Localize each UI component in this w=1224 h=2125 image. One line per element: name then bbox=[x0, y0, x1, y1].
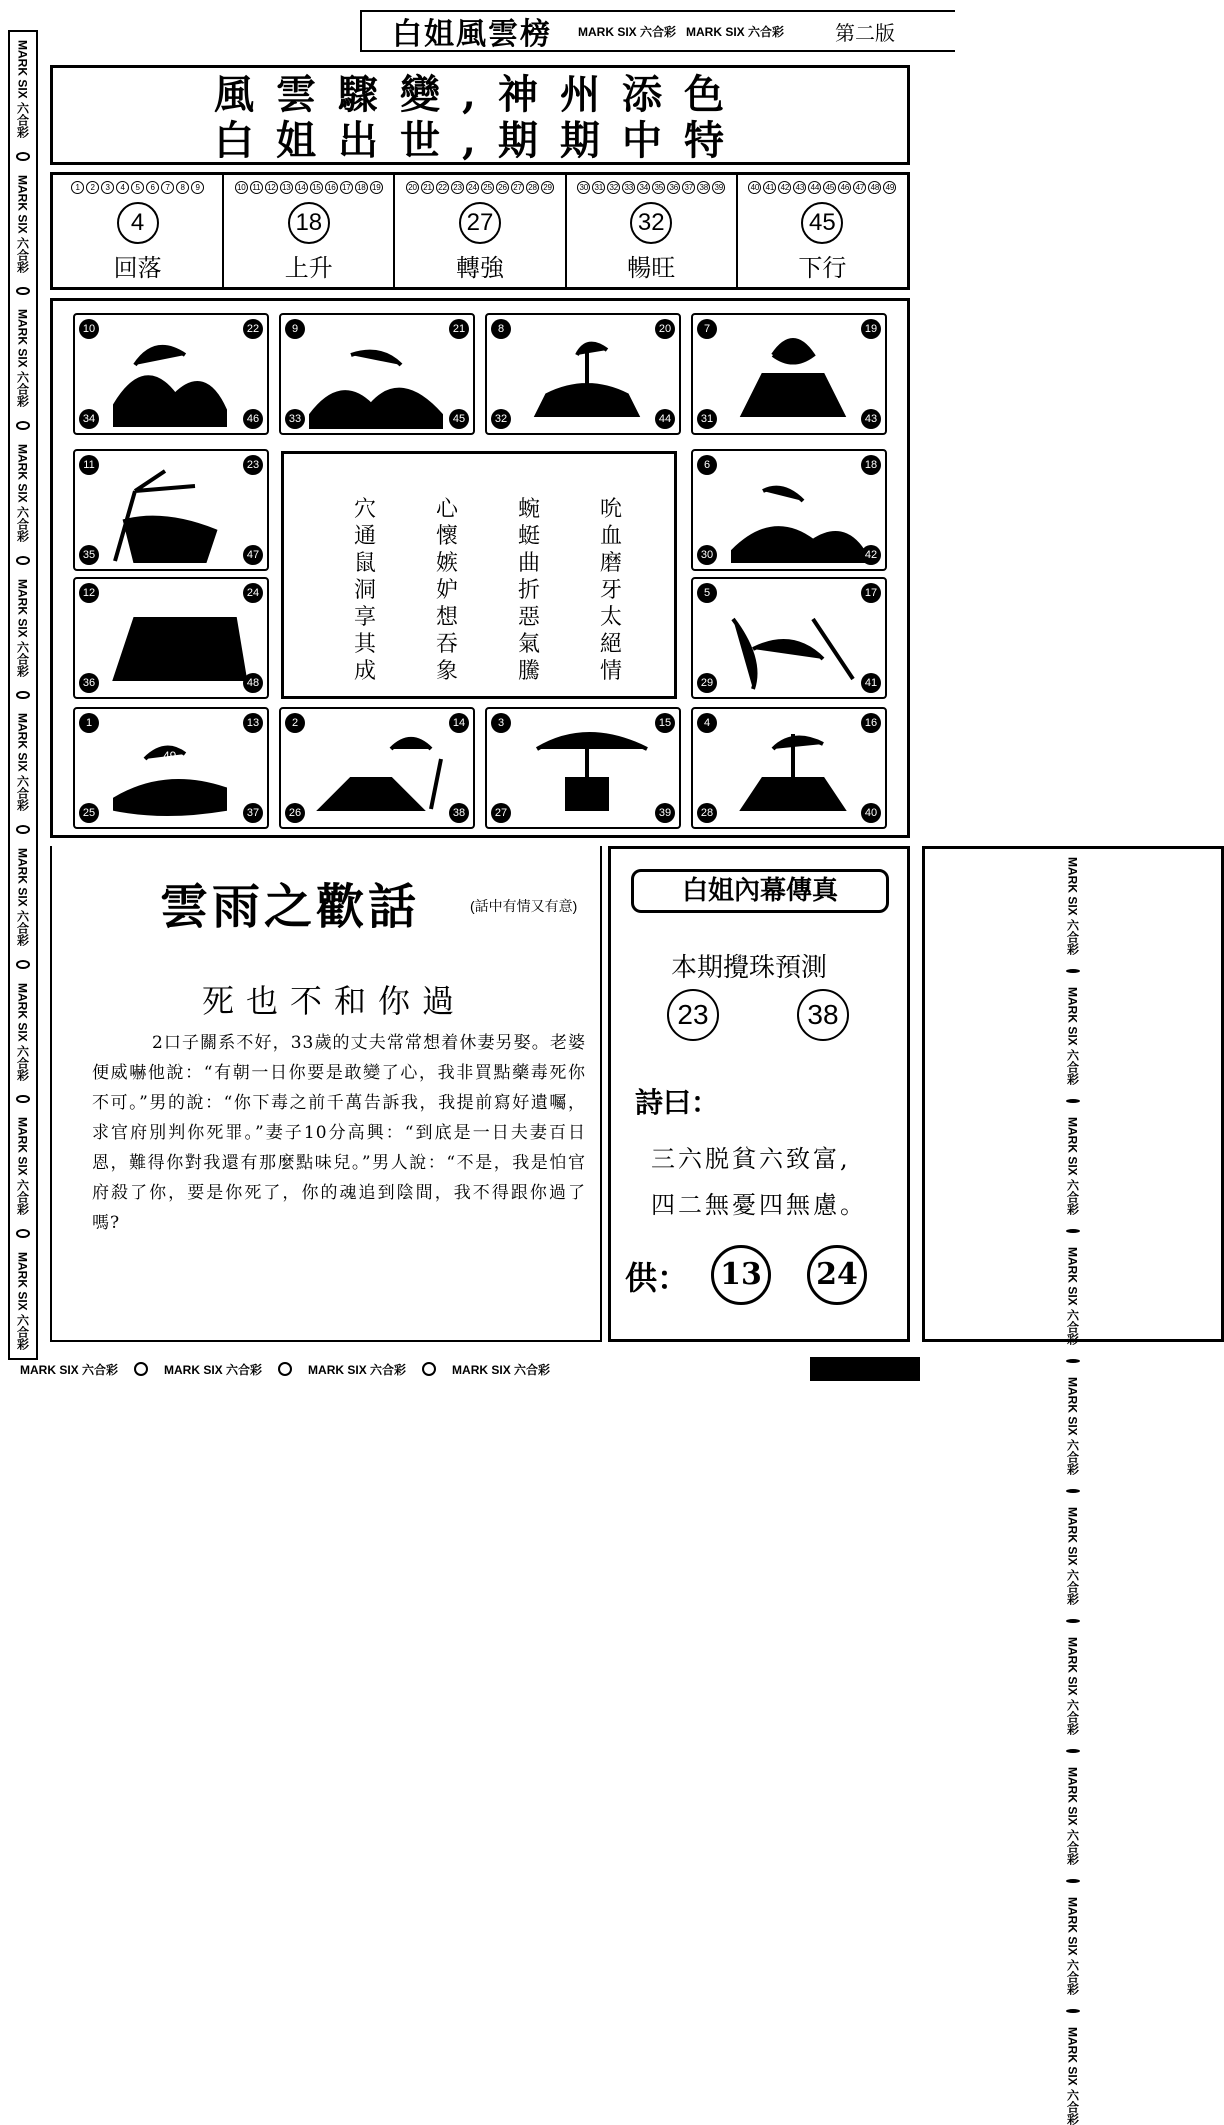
side-tag: MARK SIX 六合彩 bbox=[1065, 857, 1080, 956]
riddle-char: 妒 bbox=[435, 578, 458, 603]
riddle-char: 鼠 bbox=[353, 551, 376, 576]
range-number: 36 bbox=[667, 181, 680, 194]
range-number: 27 bbox=[511, 181, 524, 194]
picture-number: 32 bbox=[491, 409, 511, 429]
picture-frame bbox=[73, 577, 269, 699]
flower-icon bbox=[1066, 1229, 1080, 1233]
number-range-row bbox=[70, 181, 205, 194]
picture-frame bbox=[73, 313, 269, 435]
riddle-char: 曲 bbox=[517, 551, 540, 576]
flower-icon bbox=[16, 556, 30, 565]
header-mark-2: MARK SIX 六合彩 bbox=[686, 24, 785, 39]
number-column bbox=[224, 175, 395, 287]
range-number: 44 bbox=[808, 181, 821, 194]
range-number: 46 bbox=[838, 181, 851, 194]
ink-drawing bbox=[693, 315, 889, 437]
ink-drawing bbox=[75, 709, 271, 831]
picture-number: 4 bbox=[697, 713, 717, 733]
number-range-row bbox=[234, 181, 384, 194]
range-number: 16 bbox=[325, 181, 338, 194]
picture-number: 36 bbox=[79, 673, 99, 693]
range-number: 14 bbox=[295, 181, 308, 194]
picture-number: 31 bbox=[697, 409, 717, 429]
flower-icon bbox=[134, 1362, 148, 1376]
ink-drawing bbox=[75, 579, 271, 701]
riddle-char: 情 bbox=[599, 659, 622, 684]
picture-number: 30 bbox=[697, 545, 717, 565]
range-number: 31 bbox=[592, 181, 605, 194]
story-title: 雲雨之歡話 bbox=[160, 879, 421, 935]
predict-number-1: 23 bbox=[667, 989, 719, 1041]
picture-number: 8 bbox=[491, 319, 511, 339]
range-number: 18 bbox=[355, 181, 368, 194]
picture-number: 47 bbox=[243, 545, 263, 565]
range-number: 30 bbox=[577, 181, 590, 194]
inside-info-panel bbox=[608, 846, 910, 1342]
range-number: 6 bbox=[146, 181, 159, 194]
side-tag: MARK SIX 六合彩 bbox=[15, 174, 30, 273]
picture-frame bbox=[279, 313, 475, 435]
side-tag: MARK SIX 六合彩 bbox=[15, 848, 30, 947]
picture-number: 27 bbox=[491, 803, 511, 823]
picture-frame bbox=[691, 313, 887, 435]
picture-number: 39 bbox=[655, 803, 675, 823]
range-number: 22 bbox=[436, 181, 449, 194]
picture-number: 16 bbox=[861, 713, 881, 733]
side-tag: MARK SIX 六合彩 bbox=[15, 309, 30, 408]
riddle-char: 成 bbox=[353, 659, 376, 684]
side-tag: MARK SIX 六合彩 bbox=[1065, 1637, 1080, 1736]
flower-icon bbox=[1066, 1359, 1080, 1363]
riddle-char: 太 bbox=[599, 605, 622, 630]
story-body: 2口子關系不好，33歲的丈夫常常想着休妻另娶。老婆便威嚇他說：“有朝一日你要是敢變了心，我非買點藥毒死你不可。”男的說：“你下毒之前千萬告訴我，我提前寫好遺囑，求官府別判你死罪。”妻子10分高興：“到底是一日夫妻百日恩，難得你對我還有那麼點味兒。”男人說：“不是，我是怕官府殺了你，要是你死了，你的魂追到陰間，我不得跟你過了嗎? bbox=[92, 1033, 586, 1233]
ink-drawing bbox=[693, 579, 889, 701]
flower-icon bbox=[16, 421, 30, 430]
riddle-box bbox=[281, 451, 677, 699]
number-column bbox=[395, 175, 566, 287]
story-section bbox=[50, 846, 602, 1342]
slogan-line-1: 風雲驟變,神州添色 bbox=[214, 71, 746, 118]
footer-mark: MARK SIX 六合彩 bbox=[452, 1362, 551, 1377]
predict-number-2: 38 bbox=[797, 989, 849, 1041]
picture-frame bbox=[73, 449, 269, 571]
flower-icon bbox=[16, 825, 30, 834]
range-number: 5 bbox=[131, 181, 144, 194]
side-tag: MARK SIX 六合彩 bbox=[1065, 1767, 1080, 1866]
range-number: 19 bbox=[370, 181, 383, 194]
flower-icon bbox=[16, 287, 30, 296]
picture-number: 21 bbox=[449, 319, 469, 339]
picture-number: 25 bbox=[79, 803, 99, 823]
number-range-row bbox=[747, 181, 897, 194]
riddle-char: 嫉 bbox=[435, 551, 458, 576]
header-mark-1: MARK SIX 六合彩 bbox=[578, 24, 677, 39]
range-number: 1 bbox=[71, 181, 84, 194]
picture-number: 13 bbox=[243, 713, 263, 733]
picture-number: 23 bbox=[243, 455, 263, 475]
picture-number: 24 bbox=[243, 583, 263, 603]
number-column bbox=[53, 175, 224, 287]
range-number: 10 bbox=[235, 181, 248, 194]
poem-label: 詩曰： bbox=[635, 1086, 720, 1119]
riddle-char: 享 bbox=[353, 605, 376, 630]
side-tag: MARK SIX 六合彩 bbox=[15, 578, 30, 677]
page-title: 白姐風雲榜 bbox=[392, 17, 552, 52]
range-number: 7 bbox=[161, 181, 174, 194]
picture-number: 44 bbox=[655, 409, 675, 429]
picture-number: 10 bbox=[79, 319, 99, 339]
riddle-char: 磨 bbox=[599, 551, 622, 576]
side-tag: MARK SIX 六合彩 bbox=[15, 1252, 30, 1351]
picture-number: 26 bbox=[285, 803, 305, 823]
riddle-char: 折 bbox=[517, 578, 540, 603]
ink-drawing bbox=[487, 315, 683, 437]
picture-number: 38 bbox=[449, 803, 469, 823]
picture-frame bbox=[691, 449, 887, 571]
number-strip bbox=[50, 172, 910, 290]
picture-number: 20 bbox=[655, 319, 675, 339]
ink-drawing bbox=[75, 315, 271, 437]
highlight-number: 27 bbox=[459, 202, 501, 244]
range-number: 37 bbox=[682, 181, 695, 194]
picture-number: 18 bbox=[861, 455, 881, 475]
range-number: 45 bbox=[823, 181, 836, 194]
page-footer bbox=[20, 1355, 920, 1383]
riddle-char: 洞 bbox=[353, 578, 376, 603]
riddle-char: 象 bbox=[435, 659, 458, 684]
range-number: 49 bbox=[883, 181, 896, 194]
picture-number: 2 bbox=[285, 713, 305, 733]
picture-number: 45 bbox=[449, 409, 469, 429]
side-tag: MARK SIX 六合彩 bbox=[1065, 1117, 1080, 1216]
slogan-line-2: 白姐出世,期期中特 bbox=[214, 117, 746, 164]
side-tag: MARK SIX 六合彩 bbox=[1065, 987, 1080, 1086]
flower-icon bbox=[1066, 969, 1080, 973]
ink-drawing bbox=[281, 315, 477, 437]
side-tag: MARK SIX 六合彩 bbox=[15, 1117, 30, 1216]
picture-number: 42 bbox=[861, 545, 881, 565]
range-number: 2 bbox=[86, 181, 99, 194]
flower-icon bbox=[16, 1095, 30, 1104]
picture-number: 3 bbox=[491, 713, 511, 733]
side-tag: MARK SIX 六合彩 bbox=[15, 713, 30, 812]
range-number: 28 bbox=[526, 181, 539, 194]
range-number: 29 bbox=[541, 181, 554, 194]
footer-mark: MARK SIX 六合彩 bbox=[164, 1362, 263, 1377]
slogan-box bbox=[50, 65, 910, 165]
page-header bbox=[360, 10, 955, 52]
riddle-char: 蜓 bbox=[517, 524, 540, 549]
riddle-char: 想 bbox=[435, 605, 458, 630]
barcode-block bbox=[810, 1357, 920, 1381]
picture-grid bbox=[50, 298, 910, 838]
picture-number: 19 bbox=[861, 319, 881, 339]
flower-icon bbox=[422, 1362, 436, 1376]
supply-number-1: 13 bbox=[711, 1245, 771, 1305]
range-number: 43 bbox=[793, 181, 806, 194]
left-border bbox=[8, 30, 38, 1360]
riddle-char: 惡 bbox=[517, 605, 540, 630]
picture-number: 37 bbox=[243, 803, 263, 823]
riddle-char: 蜿 bbox=[517, 497, 540, 522]
highlight-number: 4 bbox=[117, 202, 159, 244]
flower-icon bbox=[1066, 1099, 1080, 1103]
picture-number: 41 bbox=[861, 673, 881, 693]
highlight-number: 32 bbox=[630, 202, 672, 244]
range-number: 26 bbox=[496, 181, 509, 194]
picture-number: 48 bbox=[243, 673, 263, 693]
ink-drawing bbox=[75, 451, 271, 573]
poem-line-1: 三六脱貧六致富, bbox=[651, 1145, 851, 1173]
picture-center-number: 49 bbox=[163, 749, 177, 763]
picture-frame bbox=[485, 313, 681, 435]
edition-label: 第二版 bbox=[835, 20, 895, 45]
trend-label: 轉強 bbox=[456, 255, 504, 282]
range-number: 3 bbox=[101, 181, 114, 194]
picture-number: 1 bbox=[79, 713, 99, 733]
trend-label: 上升 bbox=[284, 255, 333, 282]
range-number: 25 bbox=[481, 181, 494, 194]
riddle-char: 吮 bbox=[599, 497, 622, 522]
flower-icon bbox=[1066, 1749, 1080, 1753]
side-tag: MARK SIX 六合彩 bbox=[1065, 1897, 1080, 1996]
flower-icon bbox=[278, 1362, 292, 1376]
predict-label: 本期攪珠預測 bbox=[671, 952, 828, 982]
riddle-char: 絕 bbox=[599, 632, 622, 657]
flower-icon bbox=[1066, 1619, 1080, 1623]
riddle-char: 心 bbox=[435, 497, 458, 522]
picture-number: 34 bbox=[79, 409, 99, 429]
header-marks bbox=[578, 23, 784, 40]
story-subtitle: (話中有情又有意) bbox=[470, 898, 578, 914]
picture-frame bbox=[485, 707, 681, 829]
picture-number: 22 bbox=[243, 319, 263, 339]
picture-number: 17 bbox=[861, 583, 881, 603]
riddle-char: 氣 bbox=[517, 632, 540, 657]
number-column bbox=[567, 175, 738, 287]
range-number: 9 bbox=[191, 181, 204, 194]
side-tag: MARK SIX 六合彩 bbox=[1065, 1377, 1080, 1476]
side-tag: MARK SIX 六合彩 bbox=[15, 40, 30, 139]
riddle-char: 其 bbox=[353, 632, 376, 657]
supply-label: 供： bbox=[625, 1259, 690, 1297]
picture-number: 9 bbox=[285, 319, 305, 339]
picture-number: 40 bbox=[861, 803, 881, 823]
range-number: 42 bbox=[778, 181, 791, 194]
riddle-char: 穴 bbox=[353, 497, 376, 522]
side-tag: MARK SIX 六合彩 bbox=[1065, 1507, 1080, 1606]
range-number: 47 bbox=[853, 181, 866, 194]
riddle-char: 騰 bbox=[517, 659, 540, 684]
side-tag: MARK SIX 六合彩 bbox=[1065, 1247, 1080, 1346]
picture-frame bbox=[279, 707, 475, 829]
picture-number: 15 bbox=[655, 713, 675, 733]
trend-label: 回落 bbox=[113, 255, 162, 282]
riddle-grid bbox=[324, 492, 652, 684]
range-number: 48 bbox=[868, 181, 881, 194]
range-number: 38 bbox=[697, 181, 710, 194]
range-number: 23 bbox=[451, 181, 464, 194]
poem-line-2: 四二無憂四無慮。 bbox=[651, 1191, 867, 1219]
picture-number: 28 bbox=[697, 803, 717, 823]
range-number: 20 bbox=[406, 181, 419, 194]
riddle-char: 血 bbox=[599, 524, 622, 549]
trend-label: 暢旺 bbox=[627, 255, 676, 282]
ink-drawing bbox=[487, 709, 683, 831]
flower-icon bbox=[16, 960, 30, 969]
riddle-char: 懷 bbox=[435, 524, 458, 549]
inside-banner: 白姐內幕傳真 bbox=[631, 869, 889, 913]
flower-icon bbox=[16, 691, 30, 700]
picture-number: 35 bbox=[79, 545, 99, 565]
range-number: 41 bbox=[763, 181, 776, 194]
picture-frame bbox=[73, 707, 269, 829]
side-tag: MARK SIX 六合彩 bbox=[15, 982, 30, 1081]
picture-number: 46 bbox=[243, 409, 263, 429]
ink-drawing bbox=[693, 451, 889, 573]
range-number: 32 bbox=[607, 181, 620, 194]
picture-number: 12 bbox=[79, 583, 99, 603]
range-number: 24 bbox=[466, 181, 479, 194]
picture-number: 43 bbox=[861, 409, 881, 429]
range-number: 11 bbox=[250, 181, 263, 194]
supply-number-2: 24 bbox=[807, 1245, 867, 1305]
range-number: 8 bbox=[176, 181, 189, 194]
number-column bbox=[738, 175, 907, 287]
right-border bbox=[922, 846, 1224, 2125]
story-headline: 死也不和你過 bbox=[202, 982, 467, 1020]
number-range-row bbox=[405, 181, 555, 194]
flower-icon bbox=[1066, 1489, 1080, 1493]
flower-icon bbox=[1066, 2009, 1080, 2013]
ink-drawing bbox=[281, 709, 477, 831]
ink-drawing bbox=[693, 709, 889, 831]
picture-number: 33 bbox=[285, 409, 305, 429]
trend-label: 下行 bbox=[798, 255, 847, 282]
range-number: 13 bbox=[280, 181, 293, 194]
flower-icon bbox=[1066, 1879, 1080, 1883]
picture-number: 6 bbox=[697, 455, 717, 475]
range-number: 34 bbox=[637, 181, 650, 194]
riddle-char: 吞 bbox=[435, 632, 458, 657]
range-number: 40 bbox=[748, 181, 761, 194]
range-number: 33 bbox=[622, 181, 635, 194]
riddle-char: 牙 bbox=[599, 578, 622, 603]
side-tag: MARK SIX 六合彩 bbox=[1065, 2027, 1080, 2125]
highlight-number: 45 bbox=[801, 202, 843, 244]
picture-number: 11 bbox=[79, 455, 99, 475]
range-number: 39 bbox=[712, 181, 725, 194]
riddle-char: 通 bbox=[353, 524, 376, 549]
side-tag: MARK SIX 六合彩 bbox=[15, 444, 30, 543]
picture-frame bbox=[691, 707, 887, 829]
footer-mark: MARK SIX 六合彩 bbox=[20, 1362, 119, 1377]
range-number: 21 bbox=[421, 181, 434, 194]
range-number: 35 bbox=[652, 181, 665, 194]
picture-number: 5 bbox=[697, 583, 717, 603]
range-number: 12 bbox=[265, 181, 278, 194]
footer-mark: MARK SIX 六合彩 bbox=[308, 1362, 407, 1377]
picture-number: 29 bbox=[697, 673, 717, 693]
range-number: 4 bbox=[116, 181, 129, 194]
flower-icon bbox=[16, 1229, 30, 1238]
picture-number: 7 bbox=[697, 319, 717, 339]
number-range-row bbox=[576, 181, 726, 194]
flower-icon bbox=[16, 152, 30, 161]
range-number: 17 bbox=[340, 181, 353, 194]
highlight-number: 18 bbox=[288, 202, 330, 244]
picture-frame bbox=[691, 577, 887, 699]
range-number: 15 bbox=[310, 181, 323, 194]
picture-number: 14 bbox=[449, 713, 469, 733]
